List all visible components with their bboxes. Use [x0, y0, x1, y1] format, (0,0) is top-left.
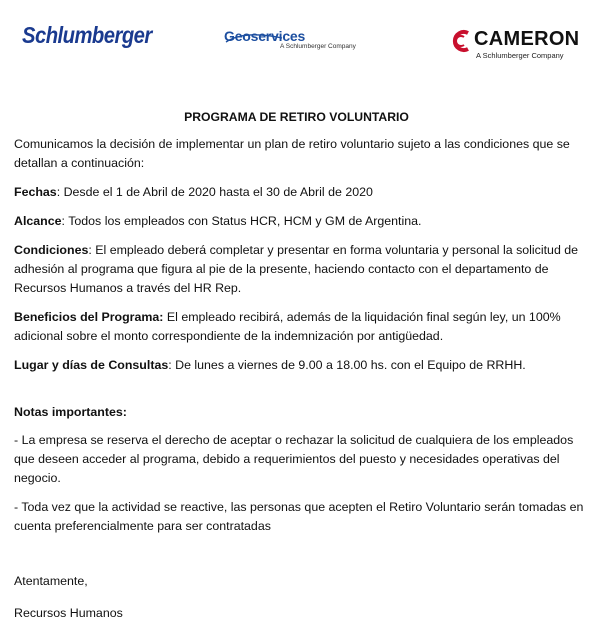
- spacer: [14, 385, 589, 403]
- cameron-subtitle: A Schlumberger Company: [476, 51, 564, 60]
- section-condiciones: [14, 241, 589, 298]
- section-alcance: [14, 212, 589, 231]
- section-label: Beneficios del Programa:: [14, 310, 164, 324]
- intro-paragraph: Comunicamos la decisión de implementar un plan de retiro voluntario sujeto a las condiciones que se detallan a continuación:: [14, 137, 570, 170]
- section-consultas: [14, 356, 589, 375]
- notes-title: Notas importantes:: [14, 405, 127, 419]
- schlumberger-logo: Schlumberger: [22, 22, 152, 48]
- section-label: Alcance: [14, 214, 62, 228]
- section-label: Fechas: [14, 185, 57, 199]
- header-logos: [0, 0, 599, 70]
- cameron-wordmark: CAMERON: [474, 28, 580, 50]
- geoservices-logo: [224, 28, 364, 56]
- section-label: Lugar y días de Consultas: [14, 358, 169, 372]
- section-text: El empleado recibirá, además de la liquidación final según ley, un 100% adicional sobre el monto correspondiente de la indemnización por antigüedad.: [14, 310, 561, 343]
- signature: Recursos Humanos: [14, 606, 123, 620]
- note-item: - Toda vez que la actividad se reactive, las personas que acepten el Retiro Voluntario serán tomadas en cuenta preferencialmente para ser contratadas: [14, 500, 584, 533]
- geoservices-subtitle: A Schlumberger Company: [280, 43, 356, 50]
- section-text: : Todos los empleados con Status HCR, HCM y GM de Argentina.: [61, 214, 422, 228]
- cameron-logo: [450, 28, 590, 62]
- section-text: : El empleado deberá completar y presentar en forma voluntaria y personal la solicitud de adhesión al programa que figura al pie de la presente, haciendo contacto con el departamento de Recursos Humanos a través del HR Rep.: [14, 243, 579, 295]
- document-title: PROGRAMA DE RETIRO VOLUNTARIO: [184, 110, 409, 124]
- note-item: - La empresa se reserva el derecho de aceptar o rechazar la solicitud de cualquiera de los empleados que deseen acceder al programa, debido a requerimientos del puesto y necesidades operativas del negocio.: [14, 433, 574, 485]
- cameron-mark-icon: [450, 29, 472, 53]
- spacer: [14, 546, 589, 572]
- section-label: Condiciones: [14, 243, 89, 257]
- closing-salutation: Atentamente,: [14, 574, 88, 588]
- document-body: [14, 108, 589, 633]
- section-text: : De lunes a viernes de 9.00 a 18.00 hs. con el Equipo de RRHH.: [168, 358, 526, 372]
- section-fechas: [14, 183, 589, 202]
- section-beneficios: [14, 308, 589, 346]
- geoservices-wordmark: Geoservices: [224, 28, 306, 44]
- section-text: : Desde el 1 de Abril de 2020 hasta el 30 de Abril de 2020: [56, 185, 373, 199]
